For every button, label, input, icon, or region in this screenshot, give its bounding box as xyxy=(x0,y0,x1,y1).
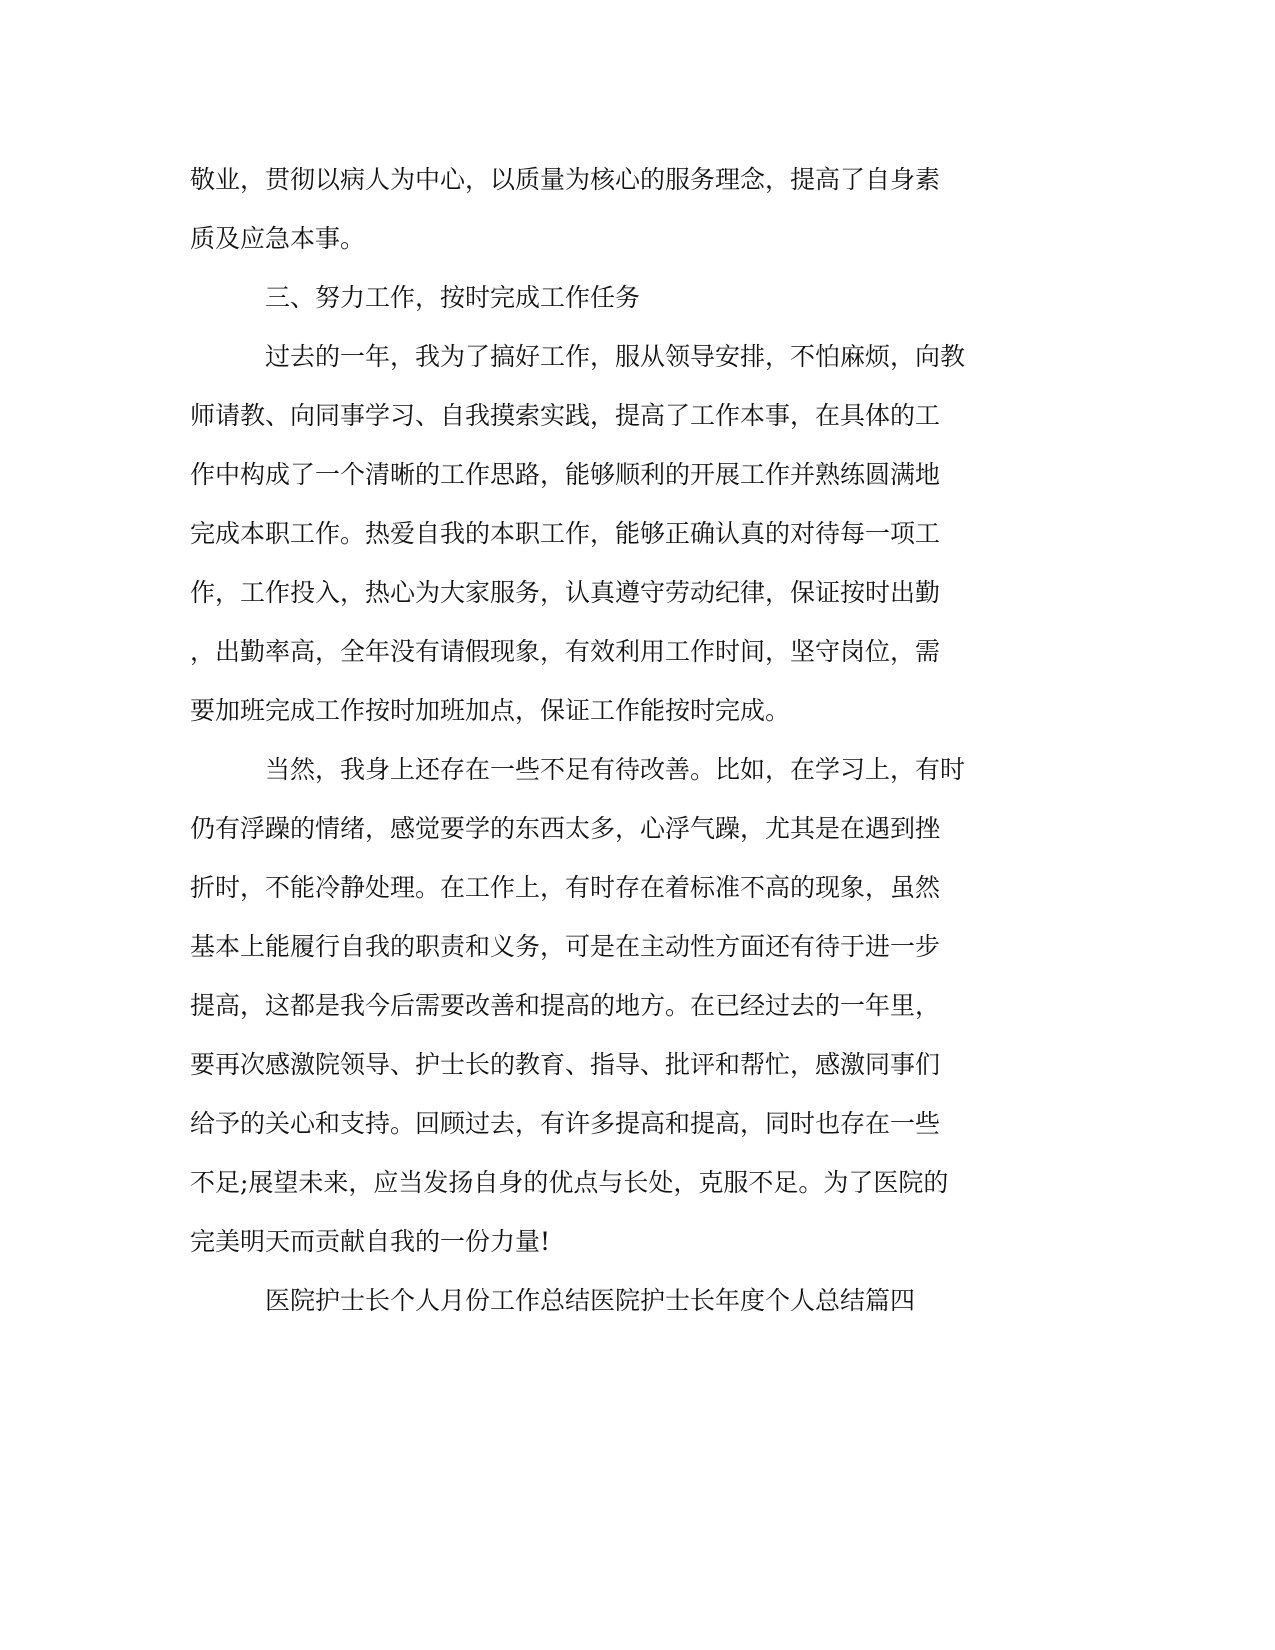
paragraph-line: 过去的一年，我为了搞好工作，服从领导安排，不怕麻烦，向教 xyxy=(265,342,966,371)
paragraph-line: 当然，我身上还存在一些不足有待改善。比如，在学习上，有时 xyxy=(265,755,966,784)
paragraph-line: 基本上能履行自我的职责和义务，可是在主动性方面还有待于进一步 xyxy=(190,932,941,961)
paragraph-line: 质及应急本事。 xyxy=(190,224,366,253)
paragraph-line: 要再次感激院领导、护士长的教育、指导、批评和帮忙，感激同事们 xyxy=(190,1050,941,1079)
paragraph-line: 仍有浮躁的情绪，感觉要学的东西太多，心浮气躁，尤其是在遇到挫 xyxy=(190,814,941,843)
paragraph-line: 敬业，贯彻以病人为中心，以质量为核心的服务理念，提高了自身素 xyxy=(190,165,941,194)
paragraph-line: 提高，这都是我今后需要改善和提高的地方。在已经过去的一年里， xyxy=(190,991,941,1020)
paragraph-line: 作中构成了一个清晰的工作思路，能够顺利的开展工作并熟练圆满地 xyxy=(190,460,941,489)
paragraph-line: 师请教、向同事学习、自我摸索实践，提高了工作本事，在具体的工 xyxy=(190,401,941,430)
paragraph-line: 作，工作投入，热心为大家服务，认真遵守劳动纪律，保证按时出勤 xyxy=(190,578,941,607)
paragraph-line: 完美明天而贡献自我的一份力量! xyxy=(190,1227,551,1256)
paragraph-line: ，出勤率高，全年没有请假现象，有效利用工作时间，坚守岗位，需 xyxy=(190,637,941,666)
section-heading: 三、努力工作，按时完成工作任务 xyxy=(265,283,641,312)
paragraph-line: 要加班完成工作按时加班加点，保证工作能按时完成。 xyxy=(190,696,791,725)
section-title: 医院护士长个人月份工作总结医院护士长年度个人总结篇四 xyxy=(265,1286,916,1315)
paragraph-line: 完成本职工作。热爱自我的本职工作，能够正确认真的对待每一项工 xyxy=(190,519,941,548)
paragraph-line: 折时，不能冷静处理。在工作上，有时存在着标准不高的现象，虽然 xyxy=(190,873,941,902)
paragraph-line: 给予的关心和支持。回顾过去，有许多提高和提高，同时也存在一些 xyxy=(190,1109,941,1138)
paragraph-line: 不足;展望未来，应当发扬自身的优点与长处，克服不足。为了医院的 xyxy=(190,1168,949,1197)
